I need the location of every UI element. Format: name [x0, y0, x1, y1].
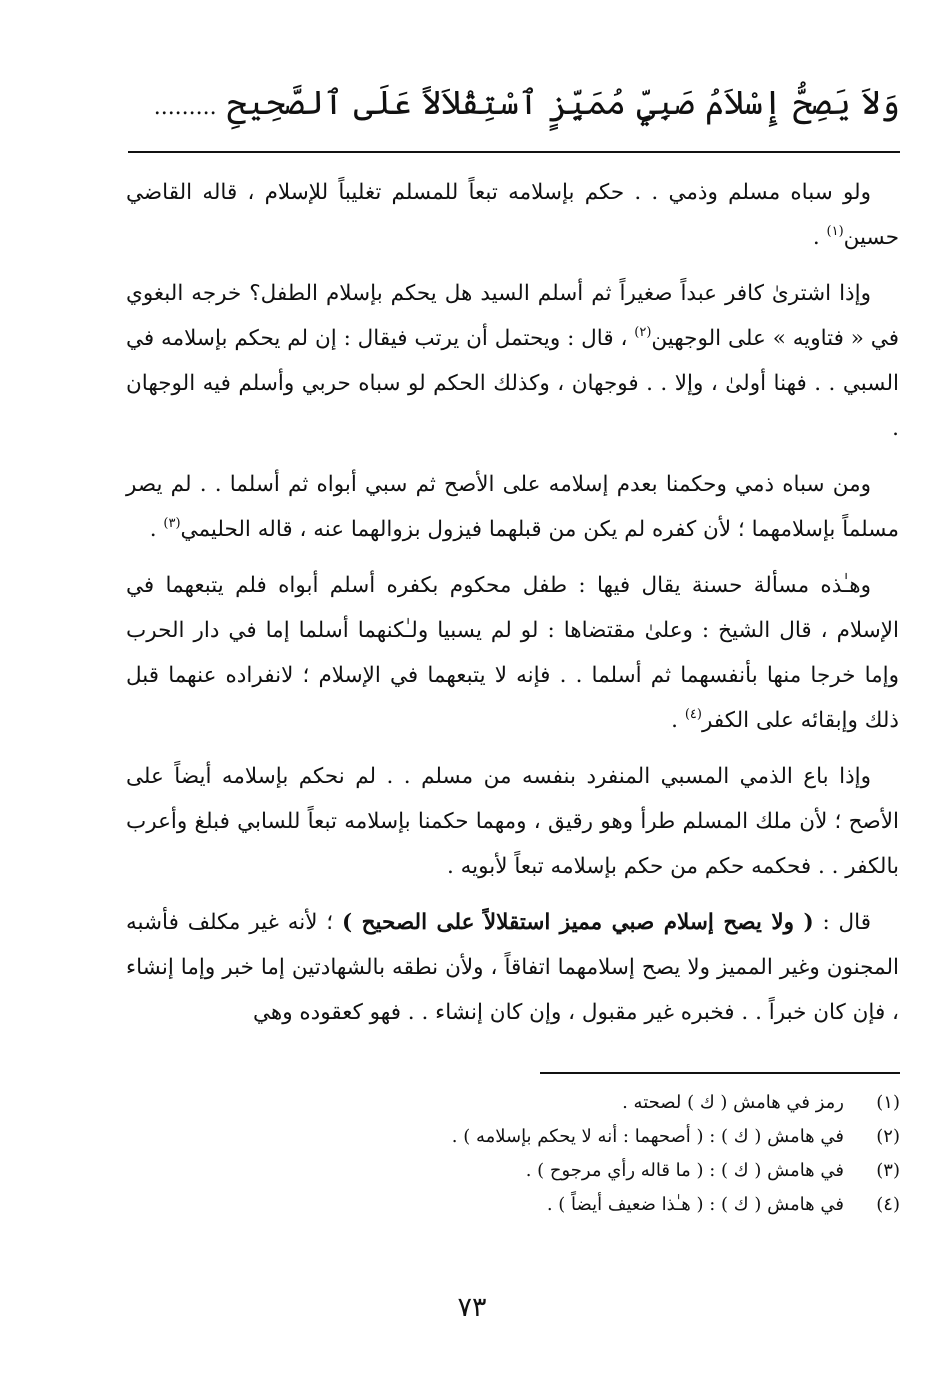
footnote-3: [300, 1154, 900, 1188]
header-rule: [128, 151, 900, 153]
footnote-number: (٤): [876, 1194, 900, 1215]
header-dots: .........: [153, 95, 217, 120]
footnote-ref-1: (١): [826, 224, 844, 239]
paragraph-4-end: .: [671, 708, 685, 733]
paragraph-6-rest: ؛ لأنه غير مكلف فأشبه المجنون وغير المميز ولا يصح إسلامهما اتفاقاً ، ولأن نطقه بالشهادتين إما خبر وإما إنشاء ، فإن كان خبراً . . فخبره غير مقبول ، وإن كان إنشاء . . فهو كعقوده وهي: [126, 910, 899, 1025]
paragraph-4: [126, 563, 899, 743]
footnote-ref-4: (٤): [684, 707, 702, 722]
paragraph-3-text: ومن سباه ذمي وحكمنا بعدم إسلامه على الأصح ثم سبي أبواه ثم أسلما . . لم يصر مسلماً بإسلامهما ؛ لأن كفره لم يكن من قبلهما فيزول بزوالهما عنه ، قاله الحليمي: [126, 472, 899, 542]
paragraph-5: [126, 754, 899, 889]
footnote-ref-2: (٢): [634, 325, 652, 340]
paragraph-6: [126, 900, 899, 1035]
paragraph-5-text: وإذا باع الذمي المسبي المنفرد بنفسه من مسلم . . لم نحكم بإسلامه أيضاً على الأصح ؛ لأن ملك المسلم طرأ وهو رقيق ، ومهما حكمنا بإسلامه تبعاً للسابي فبلغ وأعرب بالكفر . . فحكمه حكم من حكم بإسلامه تبعاً لأبويه .: [126, 764, 899, 879]
paragraph-1: [126, 170, 899, 260]
header-title: وَلاَ يَصِحُّ إِسْلاَمُ صَبِيٍّ مُمَيِّزٍ ٱسْتِقْلاَلاً عَلَى ٱلصَّحِيحِ: [227, 83, 900, 122]
footnote-text: في هامش ( ك ) : ( ما قاله رأي مرجوح ) .: [525, 1160, 844, 1181]
footnote-number: (٣): [876, 1160, 900, 1181]
running-header: [128, 78, 900, 133]
footnote-ref-3: (٣): [163, 516, 181, 531]
footnote-2: [300, 1120, 900, 1154]
page-number: ٧٣: [457, 1292, 487, 1323]
paragraph-4-text: وهـٰذه مسألة حسنة يقال فيها : طفل محكوم بكفره أسلم أبواه فلم يتبعهما في الإسلام ، قال الشيخ : وعلىٰ مقتضاها : لو لم يسبيا ولـٰكنهما أسلما إما في دار الحرب وإما خرجا منها بأنفسهما ثم أسلما . . فإنه لا يتبعهما في الإسلام ؛ لانفراده عنهما قبل ذلك وإبقائه على الكفر: [126, 573, 899, 733]
body-text: [126, 170, 899, 1035]
footnote-text: رمز في هامش ( ك ) لصحته .: [622, 1092, 844, 1113]
paragraph-6-lead: قال :: [813, 910, 871, 935]
footnote-text: في هامش ( ك ) : ( هـٰذا ضعيف أيضاً ) .: [546, 1194, 844, 1215]
footnote-1: [300, 1086, 900, 1120]
paragraph-2-text-a: وإذا اشترىٰ كافر عبداً صغيراً ثم أسلم السيد هل يحكم بإسلام الطفل؟ خرجه البغوي في « فتاويه » على الوجهين: [126, 281, 899, 351]
footnote-number: (١): [876, 1092, 900, 1113]
paragraph-1-text: ولو سباه مسلم وذمي . . حكم بإسلامه تبعاً للمسلم تغليباً للإسلام ، قاله القاضي حسين: [126, 180, 899, 250]
footnote-separator: [540, 1072, 900, 1074]
paragraph-2: [126, 271, 899, 451]
footnote-number: (٢): [876, 1126, 900, 1147]
paragraph-1-end: .: [812, 225, 827, 250]
paragraph-2-text-b: ، قال : ويحتمل أن يرتب فيقال : إن لم يحكم بإسلامه في السبي . . فهنا أولىٰ ، وإلا . . فوجهان ، وكذلك الحكم لو سباه حربي وأسلم فيه الوجهان .: [126, 326, 899, 441]
footnote-text: في هامش ( ك ) : ( أصحهما : أنه لا يحكم بإسلامه ) .: [451, 1126, 844, 1147]
footnote-4: [300, 1188, 900, 1222]
footnotes: [300, 1086, 900, 1222]
paragraph-3: [126, 462, 899, 552]
matn-quote: ( ولا يصح إسلام صبي مميز استقلالاً على الصحيح ): [341, 910, 814, 935]
paragraph-3-end: .: [149, 517, 164, 542]
